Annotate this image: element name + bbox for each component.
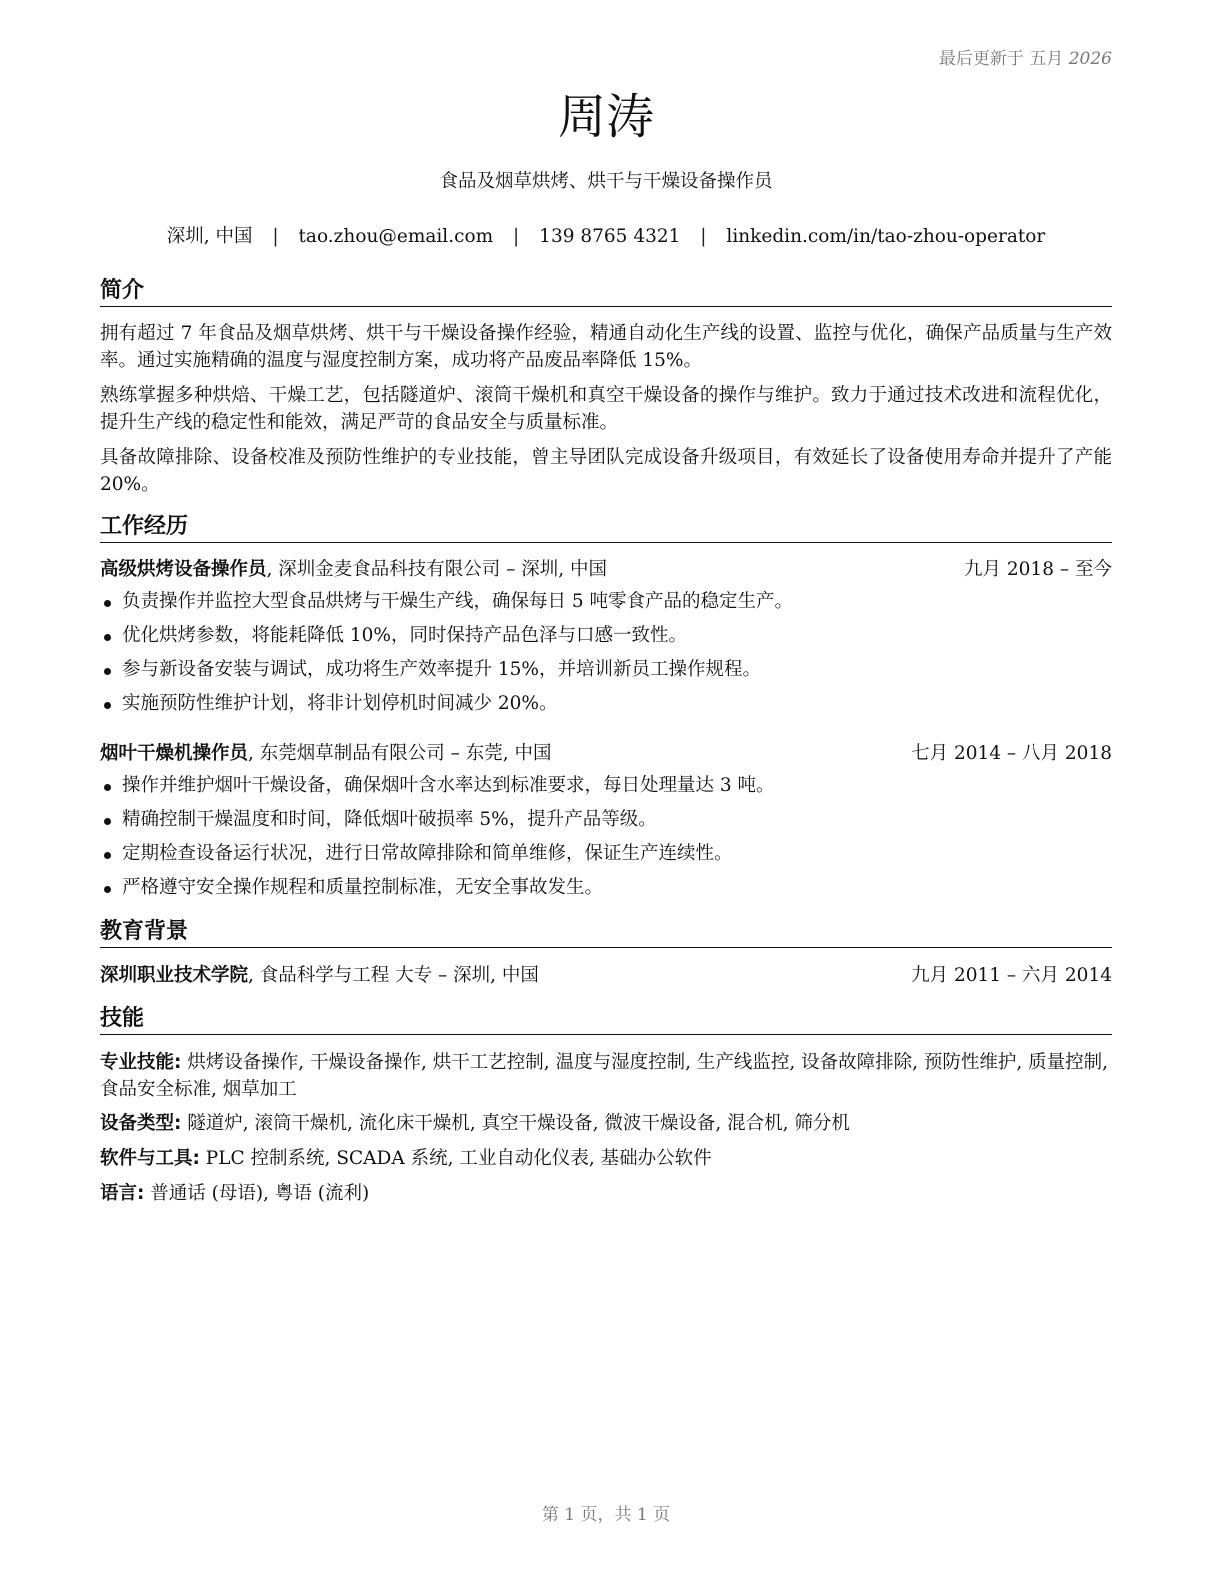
job-bullet: 实施预防性维护计划，将非计划停机时间减少 20%。: [100, 690, 1112, 724]
contact-separator: |: [272, 226, 279, 247]
contact-linkedin[interactable]: linkedin.com/in/tao-zhou-operator: [726, 226, 1046, 247]
job-bullet: 操作并维护烟叶干燥设备，确保烟叶含水率达到标准要求，每日处理量达 3 吨。: [100, 772, 1112, 806]
job-bullet: 定期检查设备运行状况，进行日常故障排除和简单维修，保证生产连续性。: [100, 840, 1112, 874]
skill-row: [100, 1049, 1112, 1103]
skill-value: 普通话 (母语), 粤语 (流利): [144, 1183, 370, 1204]
job-org: , 深圳金麦食品科技有限公司 – 深圳, 中国: [266, 559, 608, 580]
job-bullet: 优化烘烤参数，将能耗降低 10%，同时保持产品色泽与口感一致性。: [100, 622, 1112, 656]
summary-paragraph: 熟练掌握多种烘焙、干燥工艺，包括隧道炉、滚筒干燥机和真空干燥设备的操作与维护。致力于通过技术改进和流程优化，提升生产线的稳定性和能效，满足严苛的食品安全与质量标准。: [100, 385, 1112, 433]
skill-value: 烘烤设备操作, 干燥设备操作, 烘干工艺控制, 温度与湿度控制, 生产线监控, 设备故障排除, 预防性维护, 质量控制, 食品安全标准, 烟草加工: [100, 1052, 1109, 1100]
skill-label: 专业技能:: [100, 1052, 182, 1073]
last-updated-prefix: 最后更新于 五月: [938, 49, 1064, 69]
education-date: 九月 2011 – 六月 2014: [911, 965, 1112, 986]
candidate-headline: 食品及烟草烘烤、烘干与干燥设备操作员: [439, 171, 773, 192]
candidate-name: 周涛: [557, 89, 654, 145]
resume-page: [100, 0, 1112, 1584]
job-bullet: 参与新设备安装与调试，成功将生产效率提升 15%，并培训新员工操作规程。: [100, 656, 1112, 690]
education-detail: , 食品科学与工程 大专 – 深圳, 中国: [248, 965, 539, 986]
contact-separator: |: [513, 226, 520, 247]
skill-row: [100, 1145, 1112, 1172]
last-updated-year: 2026: [1068, 49, 1112, 69]
contact-line: [100, 223, 1112, 251]
education-school: 深圳职业技术学院: [100, 965, 249, 986]
skill-label: 设备类型:: [100, 1113, 182, 1134]
job-date: 七月 2014 – 八月 2018: [911, 743, 1112, 764]
contact-location: 深圳, 中国: [166, 226, 253, 247]
skill-row: [100, 1110, 1112, 1137]
summary-paragraph: 具备故障排除、设备校准及预防性维护的专业技能，曾主导团队完成设备升级项目，有效延长了设备使用寿命并提升了产能 20%。: [100, 447, 1112, 495]
section-title-experience: 工作经历: [100, 512, 1112, 543]
job-bullet: 精确控制干燥温度和时间，降低烟叶破损率 5%，提升产品等级。: [100, 806, 1112, 840]
job-header: [100, 740, 1112, 768]
section-title-education: 教育背景: [100, 917, 1112, 948]
job-bullets: [100, 588, 1112, 724]
skill-value: PLC 控制系统, SCADA 系统, 工业自动化仪表, 基础办公软件: [199, 1148, 712, 1169]
section-title-skills: 技能: [100, 1004, 1112, 1035]
contact-email[interactable]: tao.zhou@email.com: [298, 226, 494, 247]
last-updated: [939, 44, 1112, 69]
job-bullets: [100, 772, 1112, 908]
job-bullet: 负责操作并监控大型食品烘烤与干燥生产线，确保每日 5 吨零食产品的稳定生产。: [100, 588, 1112, 622]
job-bullet: 严格遵守安全操作规程和质量控制标准，无安全事故发生。: [100, 874, 1112, 908]
skill-label: 语言:: [100, 1183, 145, 1204]
job-org: , 东莞烟草制品有限公司 – 东莞, 中国: [248, 743, 552, 764]
page-footer: 第 1 页，共 1 页: [541, 1505, 671, 1525]
skill-label: 软件与工具:: [100, 1148, 200, 1169]
education-entry: [100, 962, 1112, 990]
job-date: 九月 2018 – 至今: [964, 559, 1112, 580]
job-role: 高级烘烤设备操作员: [100, 559, 267, 580]
contact-phone: 139 8765 4321: [539, 226, 681, 247]
job-role: 烟叶干燥机操作员: [100, 743, 249, 764]
section-title-summary: 简介: [100, 276, 1112, 307]
summary-paragraph: 拥有超过 7 年食品及烟草烘烤、烘干与干燥设备操作经验，精通自动化生产线的设置、监控与优化，确保产品质量与生产效率。通过实施精确的温度与湿度控制方案，成功将产品废品率降低 15%。: [100, 323, 1112, 371]
contact-separator: |: [700, 226, 707, 247]
skill-row: [100, 1180, 1112, 1207]
job-header: [100, 556, 1112, 584]
skill-value: 隧道炉, 滚筒干燥机, 流化床干燥机, 真空干燥设备, 微波干燥设备, 混合机, 筛分机: [181, 1113, 850, 1134]
